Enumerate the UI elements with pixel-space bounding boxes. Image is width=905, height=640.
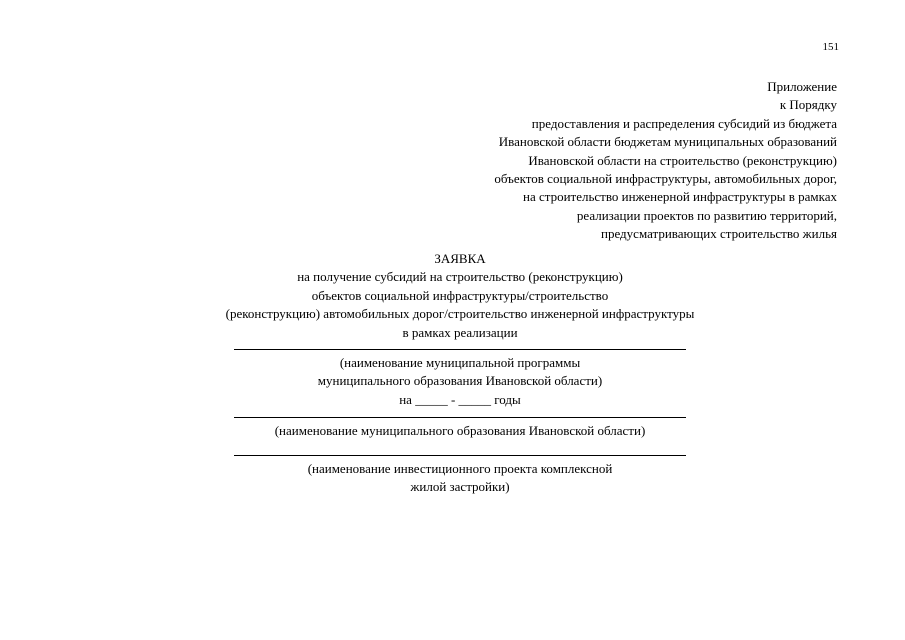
title-line: на получение субсидий на строительство (реконструкцию)	[297, 269, 623, 285]
appendix-line: Приложение	[767, 79, 837, 94]
appendix-line: объектов социальной инфраструктуры, автомобильных дорог,	[494, 171, 837, 187]
title-line: в рамках реализации	[402, 324, 518, 340]
caption-line: (наименование инвестиционного проекта комплексной	[307, 461, 613, 476]
appendix-line: Ивановской области на строительство (реконструкцию)	[528, 152, 837, 168]
appendix-line: реализации проектов по развитию территорий,	[576, 207, 837, 223]
caption-line: жилой застройки)	[410, 479, 510, 495]
title-line: объектов социальной инфраструктуры/строительство	[311, 287, 609, 303]
appendix-line: к Порядку	[779, 97, 837, 113]
appendix-line: предоставления и распределения субсидий из бюджета	[531, 115, 837, 131]
appendix-line: Ивановской области бюджетам муниципальных образований	[498, 134, 837, 150]
appendix-header	[494, 78, 837, 244]
appendix-line: на строительство инженерной инфраструктуры в рамках	[522, 189, 837, 205]
caption-line: (наименование муниципальной программы	[339, 355, 581, 370]
title-line: (реконструкцию) автомобильных дорог/строительство инженерной инфраструктуры	[225, 306, 695, 322]
municipality-caption	[0, 422, 905, 440]
program-caption	[0, 354, 905, 409]
municipality-name-blank-line	[234, 417, 686, 418]
project-name-blank-line	[234, 455, 686, 456]
appendix-line: предусматривающих строительство жилья	[601, 226, 837, 242]
program-name-blank-line	[234, 349, 686, 350]
project-caption	[0, 460, 905, 497]
caption-line: муниципального образования Ивановской области)	[317, 373, 603, 389]
program-years-line: на _____ - _____ годы	[399, 391, 521, 407]
page-number: 151	[822, 41, 839, 53]
application-title-block	[0, 250, 905, 342]
caption-line: (наименование муниципального образования Ивановской области)	[274, 423, 646, 438]
document-heading: ЗАЯВКА	[434, 251, 486, 266]
